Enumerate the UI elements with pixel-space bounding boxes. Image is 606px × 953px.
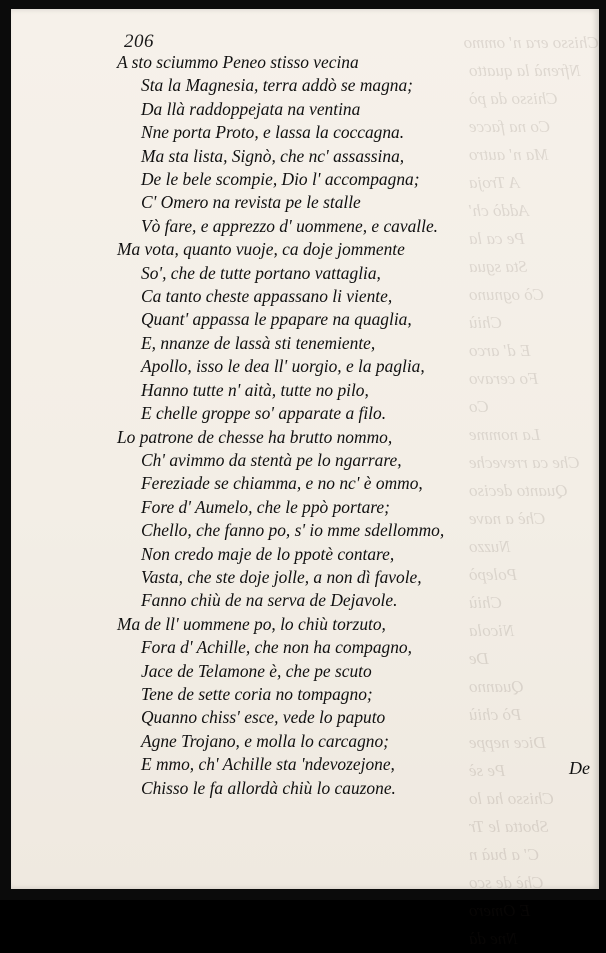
- verse-line: Chello, che fanno po, s' io mme sdellommo,: [141, 520, 445, 541]
- verse-line: Fora d' Achille, che non ha compagno,: [141, 637, 412, 658]
- verse-line: Fore d' Aumelo, che le ppò portare;: [141, 496, 390, 517]
- verse-line: Tene de sette coria no tompagno;: [141, 683, 373, 704]
- stanza: [108, 238, 548, 425]
- stanza: [108, 426, 548, 613]
- verse-line: Non credo maje de lo ppotè contare,: [141, 543, 395, 564]
- verse-line: Fereziade se chiamma, e no nc' è ommo,: [141, 473, 423, 494]
- verse-line: Agne Trojano, e molla lo carcagno;: [141, 730, 389, 751]
- verse-line: Lo patrone de chesse ha brutto nommo,: [117, 426, 393, 447]
- verse-line: Quant' appassa le ppapare na quaglia,: [141, 309, 412, 330]
- verse-line: Fanno chiù de na serva de Dejavole.: [141, 590, 398, 611]
- verse-line: Ma vota, quanto vuoje, ca doje jommente: [117, 239, 405, 260]
- verse-line: Apollo, isso le dea ll' uorgio, e la paglia,: [141, 356, 425, 377]
- verse-line: De le bele scompie, Dio l' accompagna;: [141, 169, 420, 190]
- verse-line: Sta la Magnesia, terra addò se magna;: [141, 75, 413, 96]
- verse-line: Ch' avimmo da stentà pe lo ngarrare,: [141, 449, 402, 470]
- verse-line: C' Omero na revista pe le stalle: [141, 192, 361, 213]
- verse-line: Quanno chiss' esce, vede lo paputo: [141, 707, 386, 728]
- stanza: [108, 613, 548, 800]
- verse-line: Ma sta lista, Signò, che nc' assassina,: [141, 145, 405, 166]
- catchword: De: [569, 758, 590, 778]
- page-number: 206: [124, 31, 154, 52]
- verse-line: A sto sciummo Peneo stisso vecina: [117, 52, 359, 72]
- show-through-bleed: Chisso era n' ommo Nfrenà la quatto Chisso da pò Co na facce Ma n' autro A Troja Addò ch' Pe ca la Sta sgua Cò ognuno Chiù E d' arco Fo ceravo Co La nomme Che ca rreveche Quanto deciso Chè a nave Nuzzo Polepò Chiù Nicola De Quanno Pò chiù Dice neppe Pe sè Chisso ha lo Sbotta le Tr C' a buà n Chè de sco E Omero Nne dà: [463, 33, 599, 948]
- verse-line: Ca tanto cheste appassano li viente,: [141, 286, 393, 307]
- stanza: [108, 51, 548, 238]
- verse-line: Hanno tutte n' aità, tutte no pilo,: [141, 379, 369, 400]
- verse-line: Chisso le fa allordà chiù lo cauzone.: [141, 777, 396, 798]
- verse-line: So', che de tutte portano vattaglia,: [141, 262, 381, 283]
- verse-line: Vò fare, e apprezzo d' uommene, e cavalle.: [141, 215, 439, 236]
- verse-line: E mmo, ch' Achille sta 'ndevozejone,: [141, 754, 395, 775]
- verse-line: E chelle groppe so' apparate a filo.: [141, 403, 387, 424]
- poem-text: [108, 51, 548, 800]
- verse-line: Jace de Telamone è, che pe scuto: [141, 660, 372, 681]
- verse-line: Da llà raddoppejata na ventina: [141, 98, 361, 119]
- verse-line: Ma de ll' uommene po, lo chiù torzuto,: [117, 613, 386, 634]
- verse-line: Vasta, che ste doje jolle, a non dì favole,: [141, 566, 422, 587]
- verse-line: Nne porta Proto, e lassa la coccagna.: [141, 122, 405, 143]
- verse-line: E, nnanze de lassà sti tenemiente,: [141, 332, 376, 353]
